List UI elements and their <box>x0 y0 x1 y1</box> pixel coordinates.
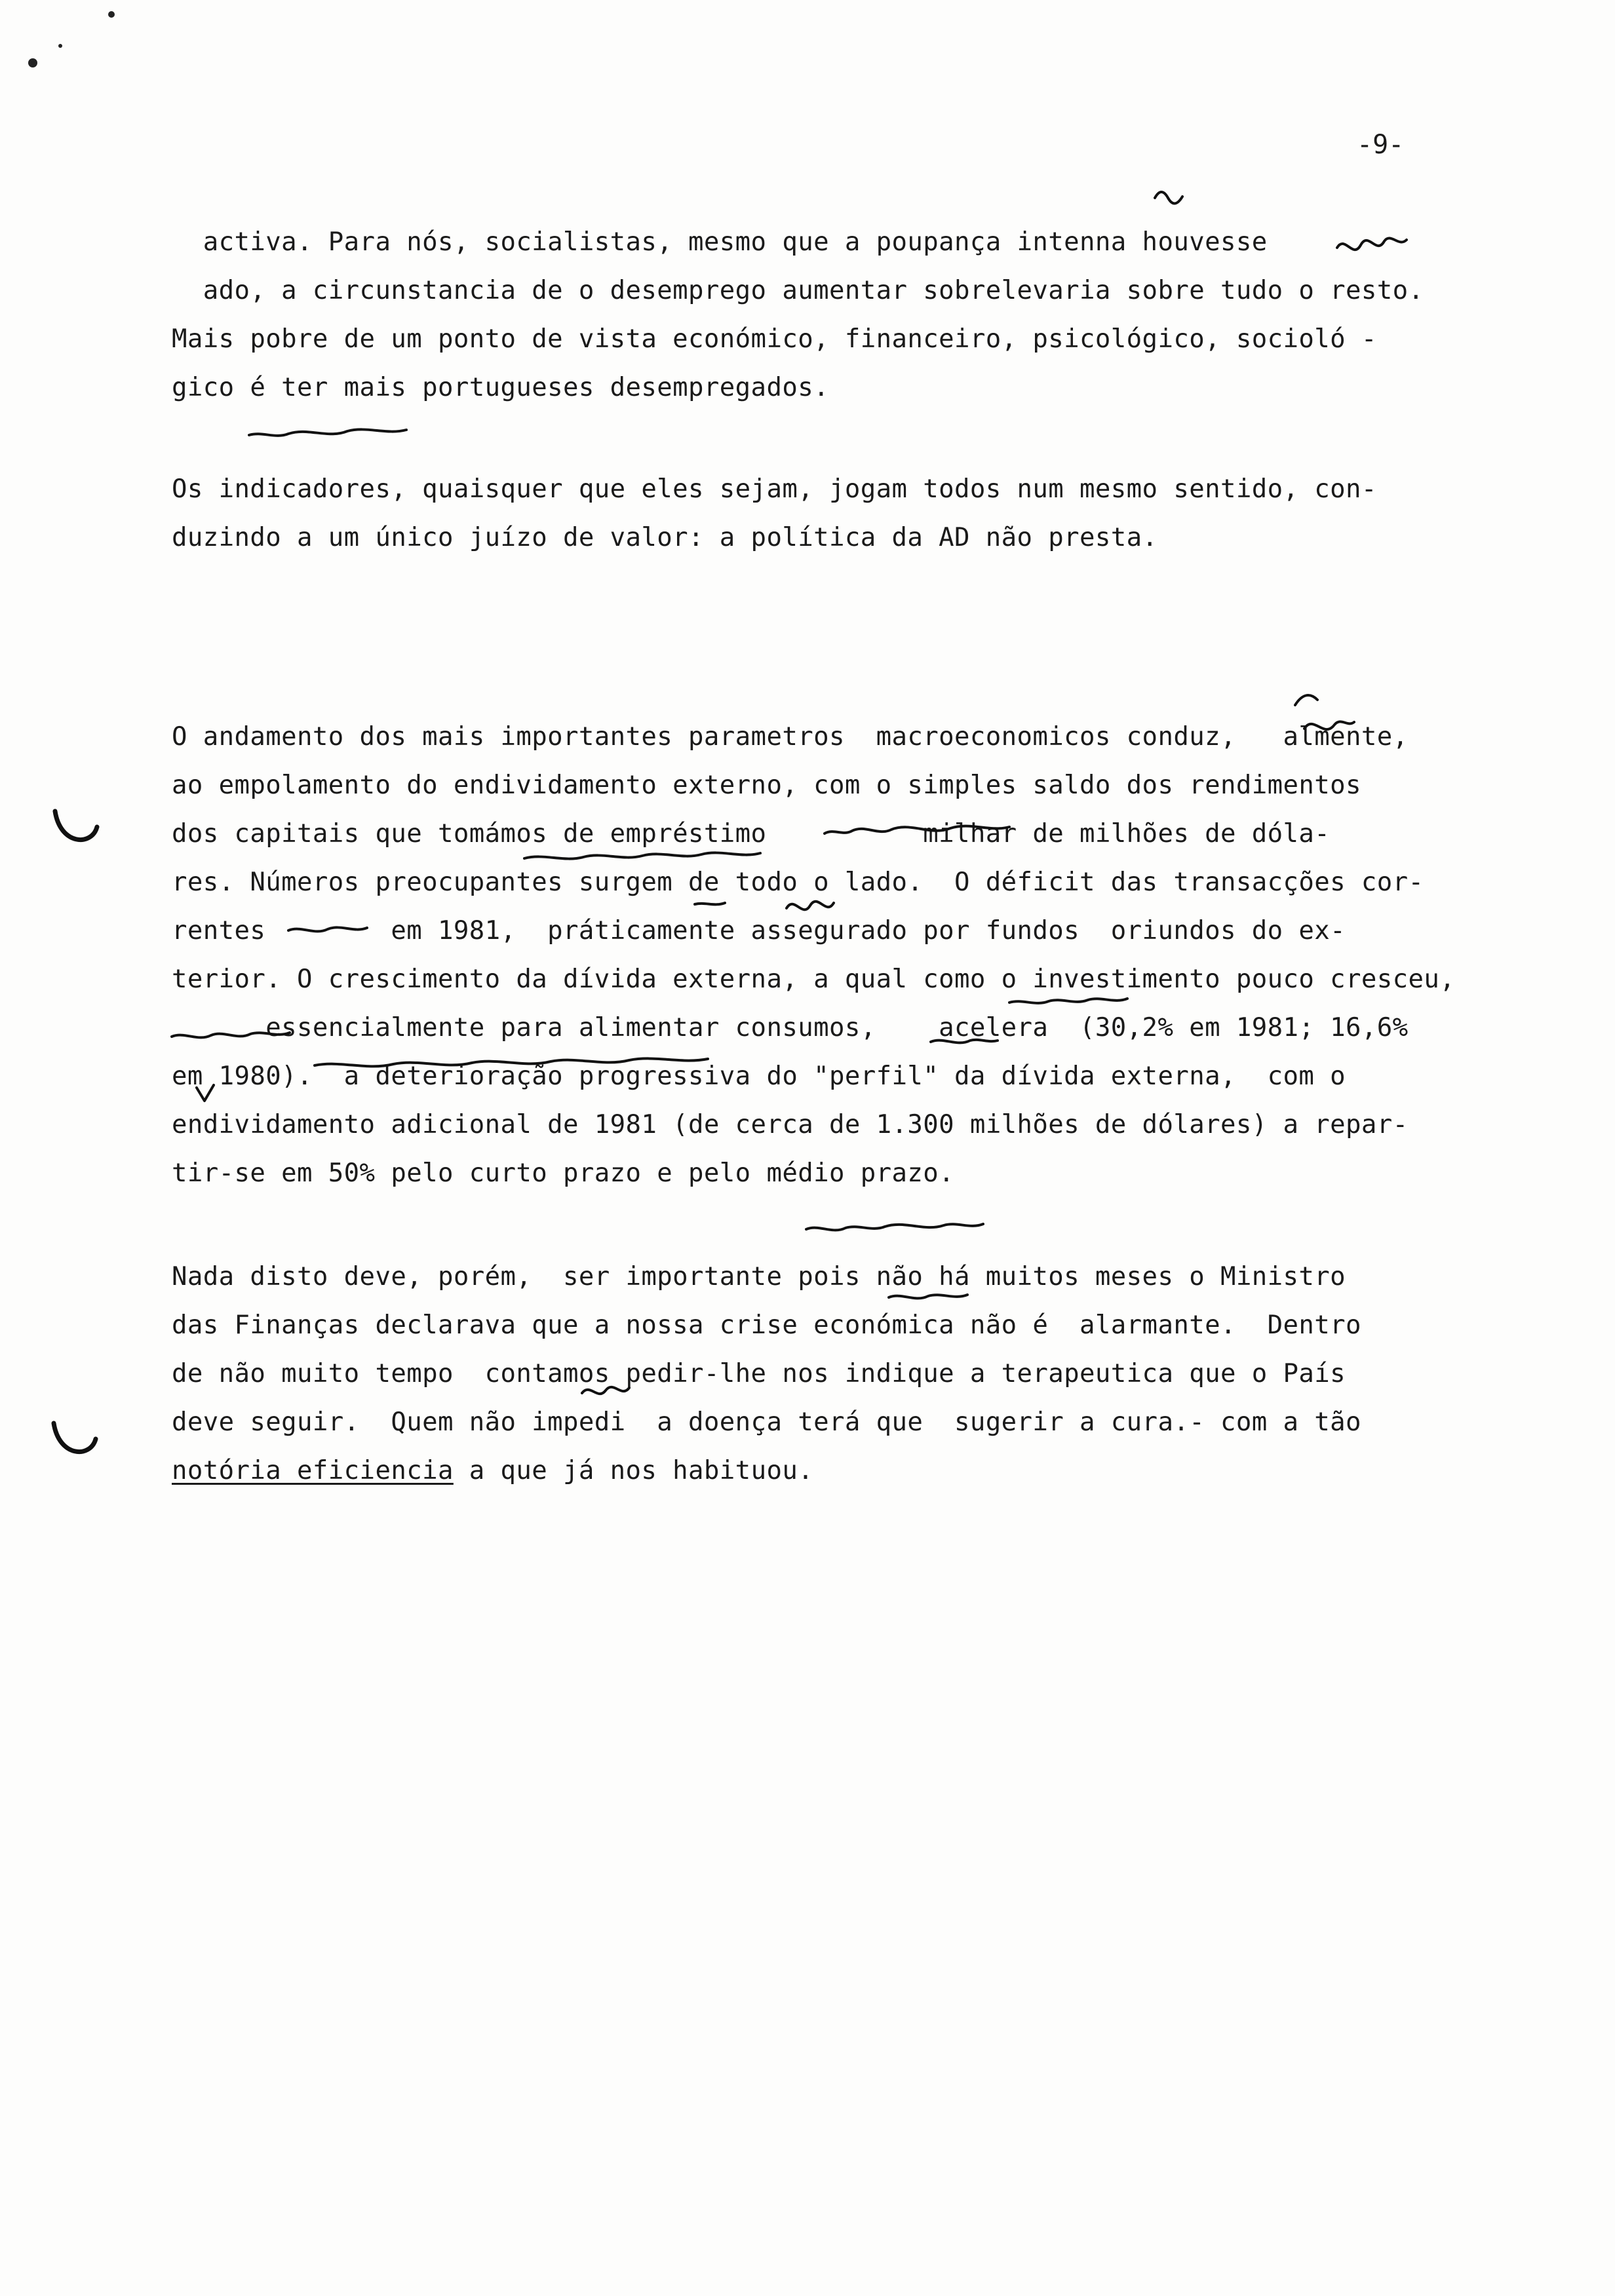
handwriting-icon <box>1155 192 1182 204</box>
text-line: em 1980). a deterioração progressiva do "perfil" da dívida externa, com o <box>172 1062 1346 1091</box>
text-line: essencialmente para alimentar consumos, acelera (30,2% em 1981; 16,6% <box>172 1013 1409 1043</box>
scan-speck <box>58 44 62 48</box>
text-fragment: a que já nos habituou. <box>453 1456 814 1485</box>
text-line: Nada disto deve, porém, ser importante pois não há muitos meses o Ministro <box>172 1262 1346 1292</box>
text-line: res. Números preocupantes surgem de todo o lado. O déficit das transacções cor- <box>172 868 1424 897</box>
paragraph-4 <box>172 1253 1489 1495</box>
text-line: Mais pobre de um ponto de vista económico, financeiro, psicológico, socioló - <box>172 324 1377 354</box>
text-line: rentes em 1981, práticamente assegurado por fundos oriundos do ex- <box>172 916 1346 946</box>
text-line: terior. O crescimento da dívida externa, a qual como o investimento pouco cresceu, <box>172 965 1456 994</box>
margin-mark-icon <box>54 1423 96 1452</box>
text-line: endividamento adicional de 1981 (de cerca de 1.300 milhões de dólares) a repar- <box>172 1110 1409 1139</box>
text-line: deve seguir. Quem não impedi a doença terá que sugerir a cura.- com a tão <box>172 1407 1361 1437</box>
scan-speck <box>108 11 115 18</box>
paragraph-1 <box>172 218 1489 412</box>
margin-mark-icon <box>55 811 97 840</box>
handwriting-icon <box>1295 695 1317 705</box>
text-line: duzindo a um único juízo de valor: a política da AD não presta. <box>172 523 1158 552</box>
text-line: activa. Para nós, socialistas, mesmo que a poupança intenna houvesse <box>172 227 1268 257</box>
paragraph-3 <box>172 713 1489 1198</box>
paragraph-2 <box>172 465 1489 562</box>
page-number: -9- <box>1357 130 1405 160</box>
text-line: ado, a circunstancia de o desemprego aumentar sobrelevaria sobre tudo o resto. <box>172 276 1424 305</box>
text-line: Os indicadores, quaisquer que eles sejam, jogam todos num mesmo sentido, con- <box>172 474 1377 504</box>
text-line: dos capitais que tomámos de empréstimo milhar de milhões de dóla- <box>172 819 1331 849</box>
handwriting-icon <box>806 1224 983 1230</box>
text-line: ao empolamento do endividamento externo, com o simples saldo dos rendimentos <box>172 771 1361 800</box>
text-line: O andamento dos mais importantes parametros macroeconomicos conduz, almente, <box>172 722 1409 752</box>
underlined-phrase: notória eficiencia <box>172 1456 454 1485</box>
text-line: tir-se em 50% pelo curto prazo e pelo médio prazo. <box>172 1158 954 1188</box>
handwriting-icon <box>249 429 406 435</box>
text-line-final <box>172 1447 1489 1495</box>
scan-speck <box>28 58 37 67</box>
text-line: de não muito tempo contamos pedir-lhe nos indique a terapeutica que o País <box>172 1359 1346 1388</box>
text-line: gico é ter mais portugueses desempregados. <box>172 373 829 402</box>
text-line: das Finanças declarava que a nossa crise económica não é alarmante. Dentro <box>172 1311 1361 1340</box>
